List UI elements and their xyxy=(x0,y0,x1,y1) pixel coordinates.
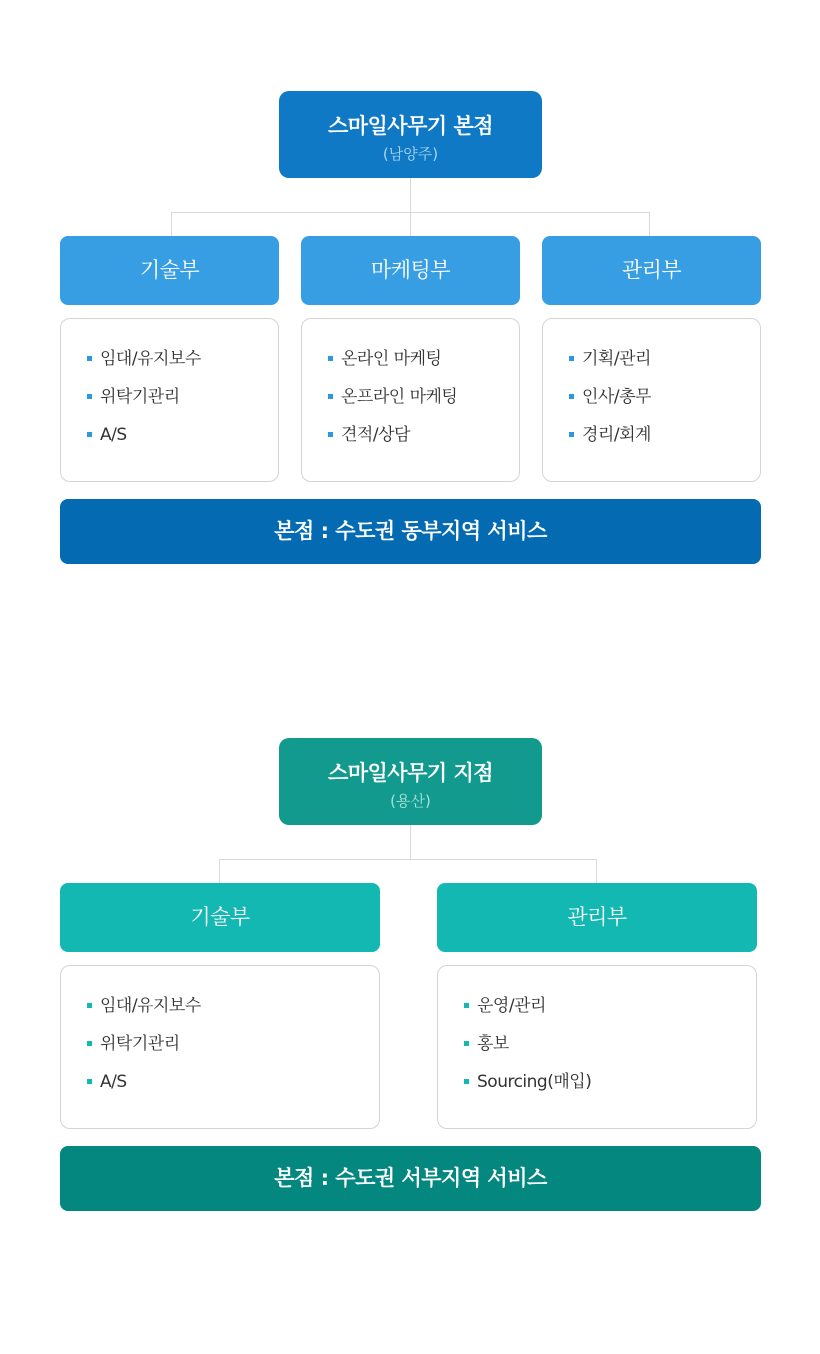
branch-office-location: (용산) xyxy=(390,792,431,810)
connector-drop-right xyxy=(649,212,650,236)
dept-marketing: 마케팅부 xyxy=(301,236,520,305)
connector-drop-right xyxy=(596,859,597,883)
list-item: 홍보 xyxy=(464,1031,756,1069)
dept-tech: 기술부 xyxy=(60,883,380,952)
branch-office-org-chart xyxy=(0,738,820,1218)
main-office-box xyxy=(279,91,542,178)
list-item: 운영/관리 xyxy=(464,993,756,1031)
list-item: 임대/유지보수 xyxy=(87,993,379,1031)
main-office-location: (남양주) xyxy=(382,145,439,163)
dept-tech-tasks xyxy=(60,318,279,482)
dept-admin: 관리부 xyxy=(437,883,757,952)
list-item: A/S xyxy=(87,422,278,460)
connector-vertical xyxy=(410,825,411,859)
list-item: 온프라인 마케팅 xyxy=(328,384,519,422)
list-item: A/S xyxy=(87,1069,379,1107)
main-office-org-chart xyxy=(0,91,820,571)
list-item: 위탁기관리 xyxy=(87,384,278,422)
dept-admin-tasks xyxy=(437,965,757,1129)
dept-tech: 기술부 xyxy=(60,236,279,305)
connector-vertical xyxy=(410,178,411,236)
connector-horizontal xyxy=(171,212,650,213)
connector-horizontal xyxy=(219,859,597,860)
dept-admin-tasks xyxy=(542,318,761,482)
list-item: Sourcing(매입) xyxy=(464,1069,756,1107)
dept-marketing-tasks xyxy=(301,318,520,482)
list-item: 임대/유지보수 xyxy=(87,346,278,384)
main-office-title: 스마일사무기 본점 xyxy=(327,114,494,138)
list-item: 견적/상담 xyxy=(328,422,519,460)
list-item: 경리/회계 xyxy=(569,422,760,460)
main-office-service-bar: 본점 : 수도권 동부지역 서비스 xyxy=(60,499,761,564)
list-item: 인사/총무 xyxy=(569,384,760,422)
list-item: 위탁기관리 xyxy=(87,1031,379,1069)
branch-office-title: 스마일사무기 지점 xyxy=(327,761,494,785)
branch-office-service-bar: 본점 : 수도권 서부지역 서비스 xyxy=(60,1146,761,1211)
connector-drop-left xyxy=(171,212,172,236)
dept-tech-tasks xyxy=(60,965,380,1129)
connector-drop-left xyxy=(219,859,220,883)
list-item: 온라인 마케팅 xyxy=(328,346,519,384)
dept-admin: 관리부 xyxy=(542,236,761,305)
list-item: 기획/관리 xyxy=(569,346,760,384)
branch-office-box xyxy=(279,738,542,825)
